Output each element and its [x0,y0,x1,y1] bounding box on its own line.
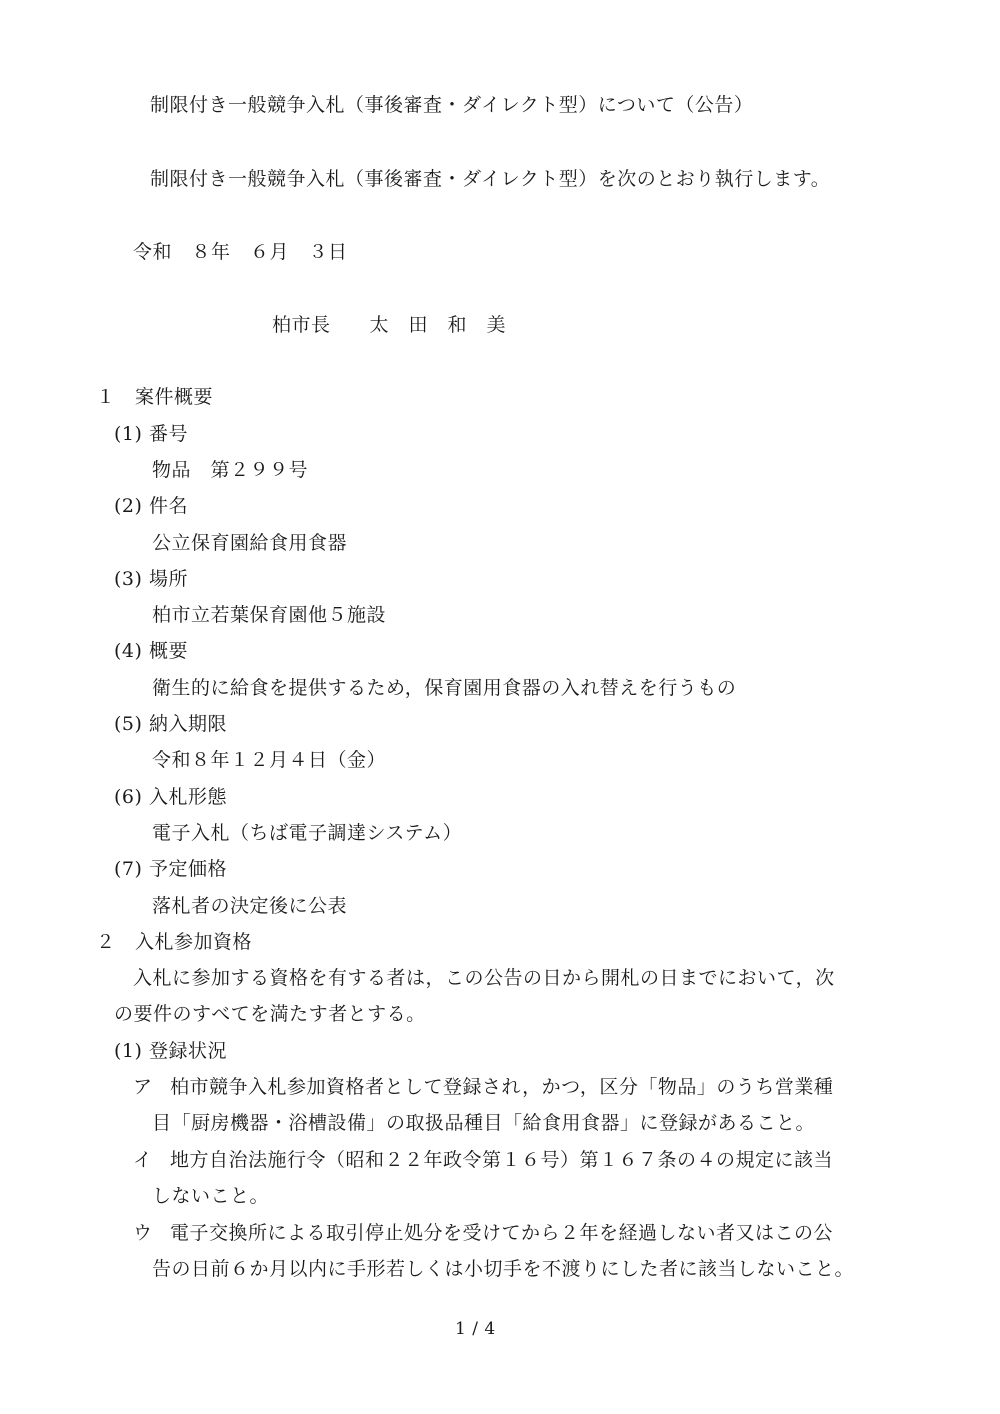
item-number-label: (1) 番号 [114,423,188,445]
requirement-i-line2: しないこと。 [152,1185,270,1207]
item-number-value: 物品 第２９９号 [152,459,309,481]
requirement-a-line1: 柏市競争入札参加資格者として登録され，かつ，区分「物品」のうち営業種 [170,1076,834,1098]
qualification-paragraph-line1: 入札に参加する資格を有する者は，この公告の日から開札の日までにおいて，次 [133,967,835,989]
item-bid-type-label: (6) 入札形態 [114,786,227,808]
item-location-value: 柏市立若葉保育園他５施設 [152,604,387,626]
item-summary-value: 衛生的に給食を提供するため，保育園用食器の入れ替えを行うもの [152,677,737,699]
intro-text: 制限付き一般競争入札（事後審査・ダイレクト型）を次のとおり執行します。 [150,168,831,190]
requirement-a-line2: 目「厨房機器・浴槽設備」の取扱品種目「給食用食器」に登録があること。 [152,1112,816,1134]
item-bid-type-value: 電子入札（ちば電子調達システム） [152,822,463,844]
item-price-label: (7) 予定価格 [114,858,227,880]
requirement-u-marker: ウ [133,1222,153,1244]
section-2-heading: ２ 入札参加資格 [96,931,253,953]
issuer-name: 柏市長 太 田 和 美 [272,314,507,336]
requirement-i-marker: イ [133,1149,153,1171]
requirement-a-marker: ア [133,1076,153,1098]
notice-date: 令和 ８年 ６月 ３日 [133,241,348,263]
registration-status-label: (1) 登録状況 [114,1040,227,1062]
item-name-value: 公立保育園給食用食器 [152,532,348,554]
item-location-label: (3) 場所 [114,568,188,590]
section-1-heading: １ 案件概要 [96,386,214,408]
requirement-i-line1: 地方自治法施行令（昭和２２年政令第１６号）第１６７条の４の規定に該当 [170,1149,834,1171]
item-summary-label: (4) 概要 [114,640,188,662]
qualification-paragraph-line2: の要件のすべてを満たす者とする。 [114,1003,426,1025]
page-number: 1 / 4 [455,1319,496,1339]
notice-title: 制限付き一般競争入札（事後審査・ダイレクト型）について（公告） [150,94,754,116]
item-price-value: 落札者の決定後に公表 [152,895,348,917]
item-name-label: (2) 件名 [114,495,188,517]
requirement-u-line2: 告の日前６か月以内に手形若しくは小切手を不渡りにした者に該当しないこと。 [152,1258,855,1280]
item-deadline-value: 令和８年１２月４日（金） [152,749,387,771]
requirement-u-line1: 電子交換所による取引停止処分を受けてから２年を経過しない者又はこの公 [170,1222,834,1244]
item-deadline-label: (5) 納入期限 [114,713,227,735]
